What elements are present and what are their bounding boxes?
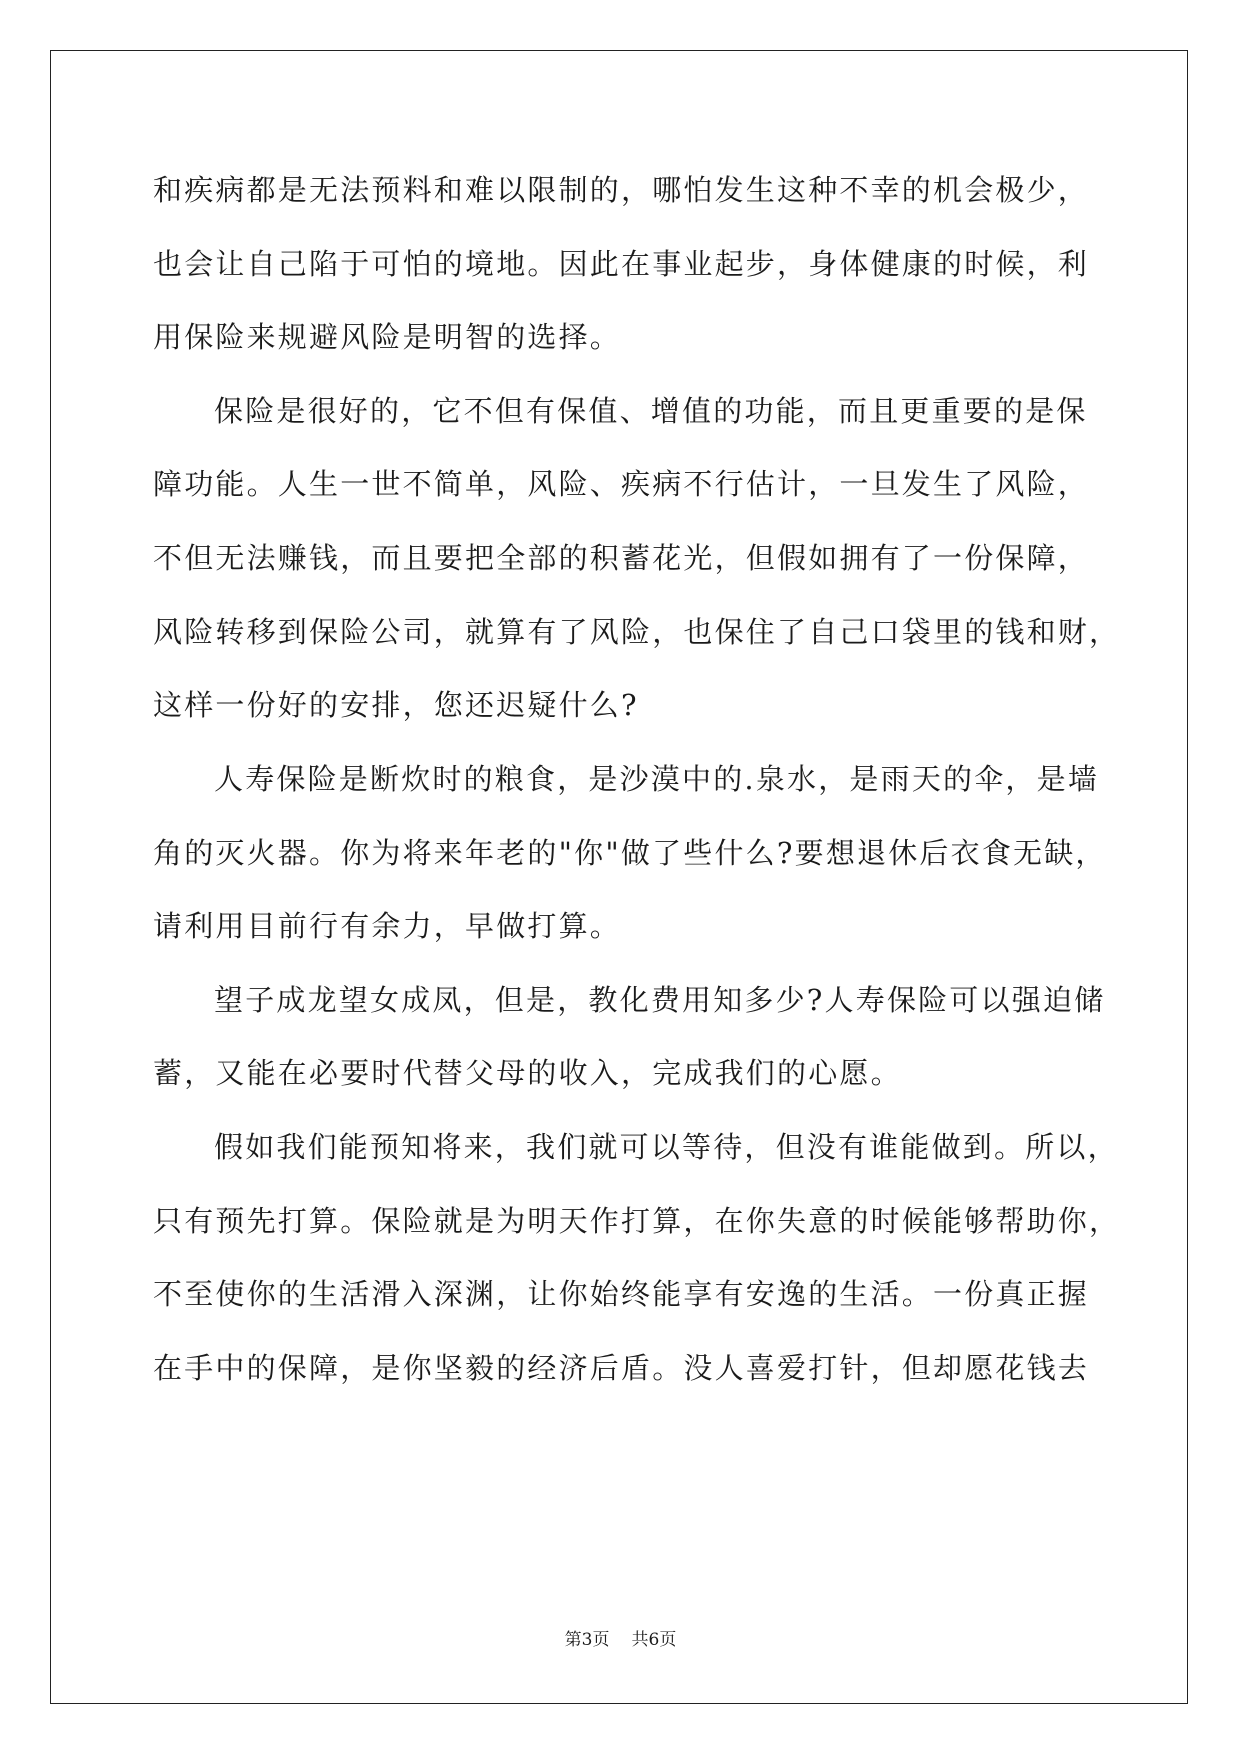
body-line-14: 假如我们能预知将来，我们就可以等待，但没有谁能做到。所以， [214, 1130, 1119, 1164]
page-number-total: 共6页 [631, 1630, 677, 1650]
page-number-current: 第3页 [564, 1630, 610, 1650]
body-line-3: 用保险来规避风险是明智的选择。 [153, 320, 622, 354]
body-line-10: 角的灭火器。你为将来年老的"你"做了些什么?要想退休后衣食无缺， [153, 836, 1107, 870]
body-line-5: 障功能。人生一世不简单，风险、疾病不行估计，一旦发生了风险， [153, 467, 1090, 501]
body-line-6: 不但无法赚钱，而且要把全部的积蓄花光，但假如拥有了一份保障， [153, 541, 1090, 575]
body-line-8: 这样一份好的安排，您还迟疑什么? [153, 688, 639, 722]
body-line-4: 保险是很好的，它不但有保值、增值的功能，而且更重要的是保 [214, 394, 1088, 428]
body-line-15: 只有预先打算。保险就是为明天作打算，在你失意的时候能够帮助你， [153, 1204, 1121, 1238]
body-line-11: 请利用目前行有余力，早做打算。 [153, 909, 622, 943]
body-line-7: 风险转移到保险公司，就算有了风险，也保住了自己口袋里的钱和财， [153, 615, 1121, 649]
body-line-16: 不至使你的生活滑入深渊，让你始终能享有安逸的生活。一份真正握 [153, 1277, 1090, 1311]
body-line-1: 和疾病都是无法预料和难以限制的，哪怕发生这种不幸的机会极少， [153, 173, 1090, 207]
body-line-17: 在手中的保障，是你坚毅的经济后盾。没人喜爱打针，但却愿花钱去 [153, 1351, 1090, 1385]
body-line-12: 望子成龙望女成凤，但是，教化费用知多少?人寿保险可以强迫储 [214, 983, 1106, 1017]
body-line-2: 也会让自己陷于可怕的境地。因此在事业起步，身体健康的时候，利 [153, 247, 1090, 281]
page-footer [0, 1625, 1241, 1650]
body-line-13: 蓄，又能在必要时代替父母的收入，完成我们的心愿。 [153, 1056, 902, 1090]
body-line-9: 人寿保险是断炊时的粮食，是沙漠中的.泉水，是雨天的伞，是墙 [214, 762, 1100, 796]
